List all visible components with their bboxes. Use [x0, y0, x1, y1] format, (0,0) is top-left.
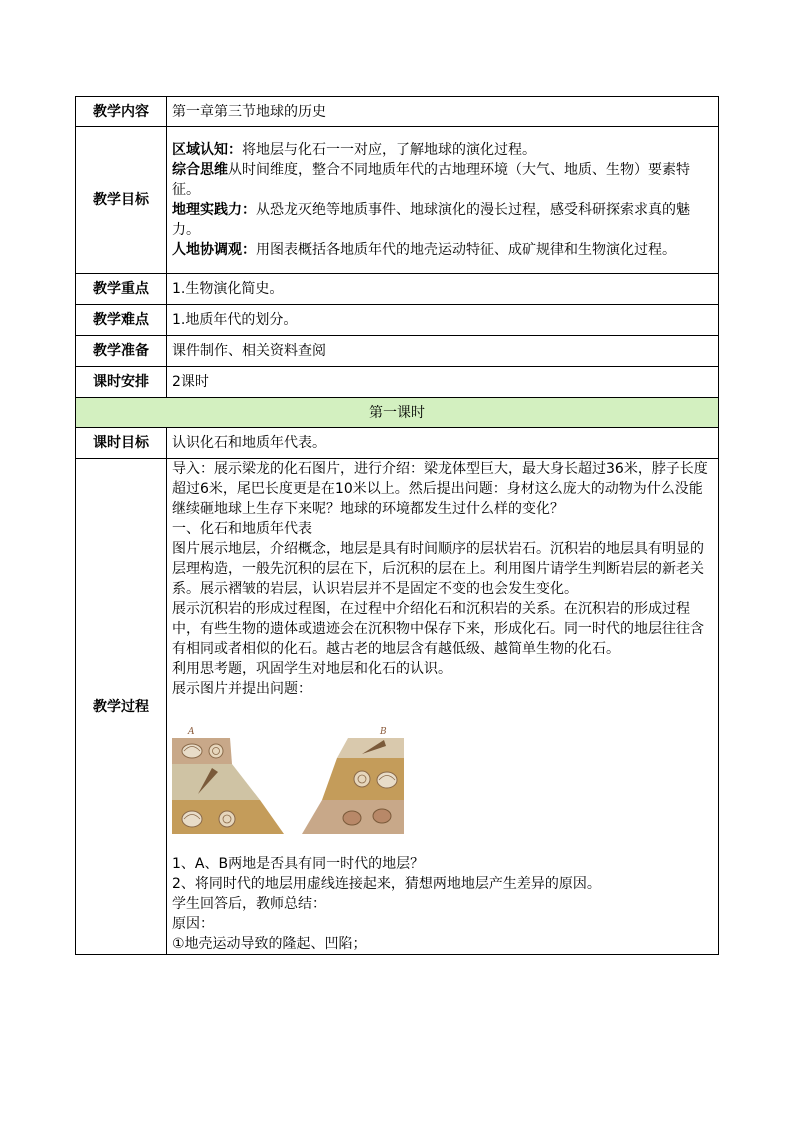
label-lesson-goal: 课时目标 — [76, 428, 167, 459]
lesson-banner: 第一课时 — [76, 398, 719, 428]
label-teaching-process: 教学过程 — [76, 459, 167, 955]
process-paragraph: 展示图片并提出问题： — [172, 681, 312, 697]
goal-head: 地理实践力： — [172, 202, 256, 218]
value-teaching-process — [167, 459, 719, 955]
goal-head: 人地协调观： — [172, 242, 256, 258]
ammonite-fossil-icon — [219, 811, 235, 827]
shell-fossil-icon — [377, 772, 397, 788]
label-teaching-content: 教学内容 — [76, 97, 167, 127]
goal-text: 从时间维度，整合不同地质年代的古地理环境（大气、地质、生物）要素特征。 — [172, 162, 690, 198]
value-key-point: 1.生物演化简史。 — [167, 274, 719, 305]
goal-head: 综合思维 — [172, 162, 228, 178]
shell-fossil-icon — [373, 809, 391, 823]
process-paragraph: 图片展示地层，介绍概念，地层是具有时间顺序的层状岩石。沉积岩的地层具有明显的层理构造，一般先沉积的层在下，后沉积的层在上。利用图片请学生判断岩层的新老关系。展示褶皱的岩层，认识岩层并不是固定不变的也会发生变化。 — [172, 541, 704, 597]
goal-head: 区域认知： — [172, 142, 242, 158]
goal-item — [172, 140, 713, 160]
process-paragraph: 导入：展示梁龙的化石图片，进行介绍：梁龙体型巨大，最大身长超过36米，脖子长度超过6米，尾巴长度更是在10米以上。然后提出问题：身材这么庞大的动物为什么没能继续砸地球上生存下来呢？地球的环境都发生过什么样的变化？ — [172, 461, 708, 517]
row-preparation — [76, 336, 719, 367]
row-difficulty — [76, 305, 719, 336]
value-difficulty: 1.地质年代的划分。 — [167, 305, 719, 336]
ammonite-fossil-icon — [209, 744, 223, 758]
strata-fossil-figure — [172, 724, 408, 842]
row-lesson-goal — [76, 428, 719, 459]
row-teaching-content — [76, 97, 719, 127]
label-difficulty: 教学难点 — [76, 305, 167, 336]
row-key-point — [76, 274, 719, 305]
goal-text: 将地层与化石一一对应，了解地球的演化过程。 — [242, 142, 536, 158]
label-b: B — [380, 727, 387, 737]
label-preparation: 教学准备 — [76, 336, 167, 367]
stratum-b-top — [337, 738, 404, 758]
row-teaching-goals — [76, 127, 719, 274]
shell-fossil-icon — [343, 811, 361, 825]
goal-item — [172, 240, 713, 260]
summary-line: ①地壳运动导致的隆起、凹陷； — [172, 936, 367, 952]
ammonite-fossil-icon — [354, 771, 370, 787]
value-teaching-goals — [167, 127, 719, 274]
question-line: 2、将同时代的地层用虚线连接起来，猜想两地地层产生差异的原因。 — [172, 876, 601, 892]
label-a: A — [188, 727, 195, 737]
summary-line: 原因： — [172, 916, 214, 932]
label-key-point: 教学重点 — [76, 274, 167, 305]
value-teaching-content: 第一章第三节地球的历史 — [167, 97, 719, 127]
shell-fossil-icon — [182, 811, 202, 827]
process-paragraph: 利用思考题，巩固学生对地层和化石的认识。 — [172, 661, 452, 677]
goal-text: 从恐龙灭绝等地质事件、地球演化的漫长过程，感受科研探索求真的魅力。 — [172, 202, 690, 238]
process-paragraph: 展示沉积岩的形成过程图，在过程中介绍化石和沉积岩的关系。在沉积岩的形成过程中，有些生物的遗体或遗迹会在沉积物中保存下来，形成化石。同一时代的地层往往含有相同或者相似的化石。越古老的地层含有越低级、越简单生物的化石。 — [172, 601, 704, 657]
value-preparation: 课件制作、相关资料查阅 — [167, 336, 719, 367]
question-line: 1、A、B两地是否具有同一时代的地层？ — [172, 856, 425, 872]
value-schedule: 2课时 — [167, 367, 719, 398]
row-schedule — [76, 367, 719, 398]
goal-item — [172, 200, 713, 240]
row-lesson-banner — [76, 398, 719, 428]
row-teaching-process — [76, 459, 719, 955]
lesson-plan-table — [75, 96, 719, 955]
summary-line: 学生回答后，教师总结： — [172, 896, 326, 912]
label-schedule: 课时安排 — [76, 367, 167, 398]
value-lesson-goal: 认识化石和地质年代表。 — [167, 428, 719, 459]
shell-fossil-icon — [182, 744, 202, 758]
stratum-a-middle — [172, 764, 260, 800]
process-heading: 一、化石和地质年代表 — [172, 521, 312, 537]
goal-text: 用图表概括各地质年代的地壳运动特征、成矿规律和生物演化过程。 — [256, 242, 676, 258]
label-teaching-goals: 教学目标 — [76, 127, 167, 274]
goal-item — [172, 160, 713, 200]
